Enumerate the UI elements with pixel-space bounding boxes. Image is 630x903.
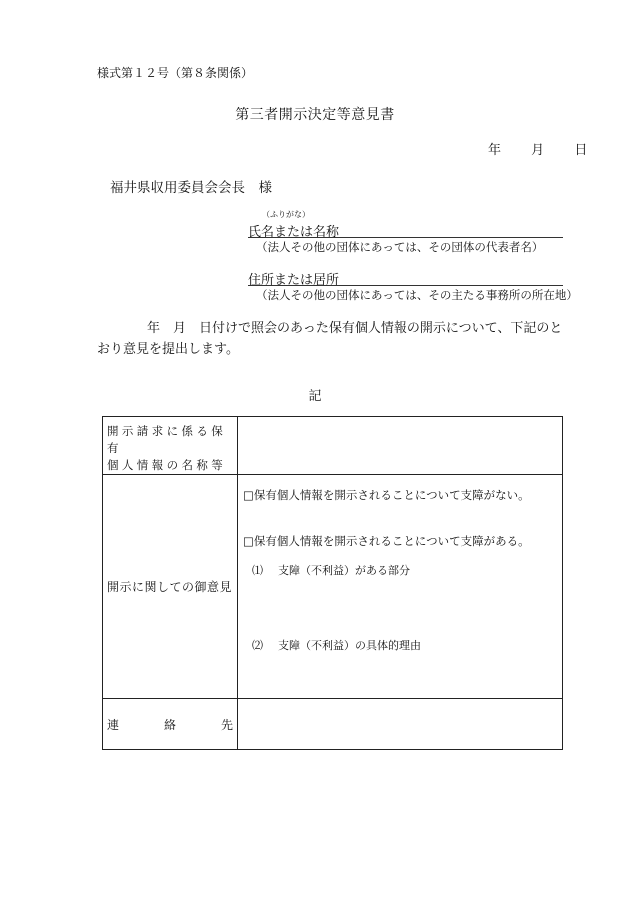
info-name-value-cell[interactable] (238, 417, 563, 475)
recipient: 福井県収用委員会会長 様 (110, 180, 272, 196)
contact-label-char: 先 (220, 717, 233, 732)
date-day: 日 (574, 143, 588, 158)
contact-label-char: 連 (107, 717, 120, 732)
sub-item-2 (252, 637, 421, 653)
ki-heading: 記 (308, 389, 322, 404)
checkbox-issue[interactable]: □保有個人情報を開示されることについて支障がある。 (243, 534, 530, 548)
name-field-line (248, 237, 563, 238)
info-name-label-line1: 開示請求に係る保有 (107, 424, 227, 455)
document-title: 第三者開示決定等意見書 (235, 107, 395, 123)
table-row (103, 699, 563, 750)
sub-item-1-number: ⑴ (252, 564, 263, 577)
info-name-label-cell (103, 417, 238, 475)
date-line (488, 139, 587, 158)
address-field-label: 住所または居所 (248, 273, 340, 288)
body-paragraph (97, 318, 567, 360)
address-field-note: （法人その他の団体にあっては、その主たる事務所の所在地） (256, 288, 578, 302)
contact-label (103, 699, 237, 749)
date-month: 月 (531, 143, 545, 158)
contact-label-cell (103, 699, 238, 750)
contact-label-char: 絡 (163, 717, 176, 732)
opinion-label-cell (103, 475, 238, 699)
furigana-label: （ふりがな） (262, 210, 310, 219)
info-name-label-line2: 個人情報の名称等 (107, 458, 227, 472)
body-text: 年 月 日付けで照会のあった保有個人情報の開示について、下記のとおり意見を提出します。 (97, 321, 563, 357)
opinion-label: 開示に関しての御意見 (107, 580, 233, 594)
contact-value-cell[interactable] (238, 699, 563, 750)
sub-item-2-number: ⑵ (252, 639, 263, 652)
opinion-value-cell (238, 475, 563, 699)
sub-item-1-text: 支障（不利益）がある部分 (278, 564, 410, 577)
sub-item-1 (252, 562, 410, 578)
table-row (103, 475, 563, 699)
opinion-table (102, 416, 563, 750)
form-number: 様式第１２号（第８条関係） (97, 66, 254, 80)
date-year: 年 (488, 143, 502, 158)
name-field-note: （法人その他の団体にあっては、その団体の代表者名） (256, 240, 544, 254)
name-field-label: 氏名または名称 (248, 225, 340, 240)
address-field-line (248, 285, 563, 286)
sub-item-2-text: 支障（不利益）の具体的理由 (278, 639, 421, 652)
checkbox-no-issue[interactable]: □保有個人情報を開示されることについて支障がない。 (243, 488, 530, 502)
table-row (103, 417, 563, 475)
